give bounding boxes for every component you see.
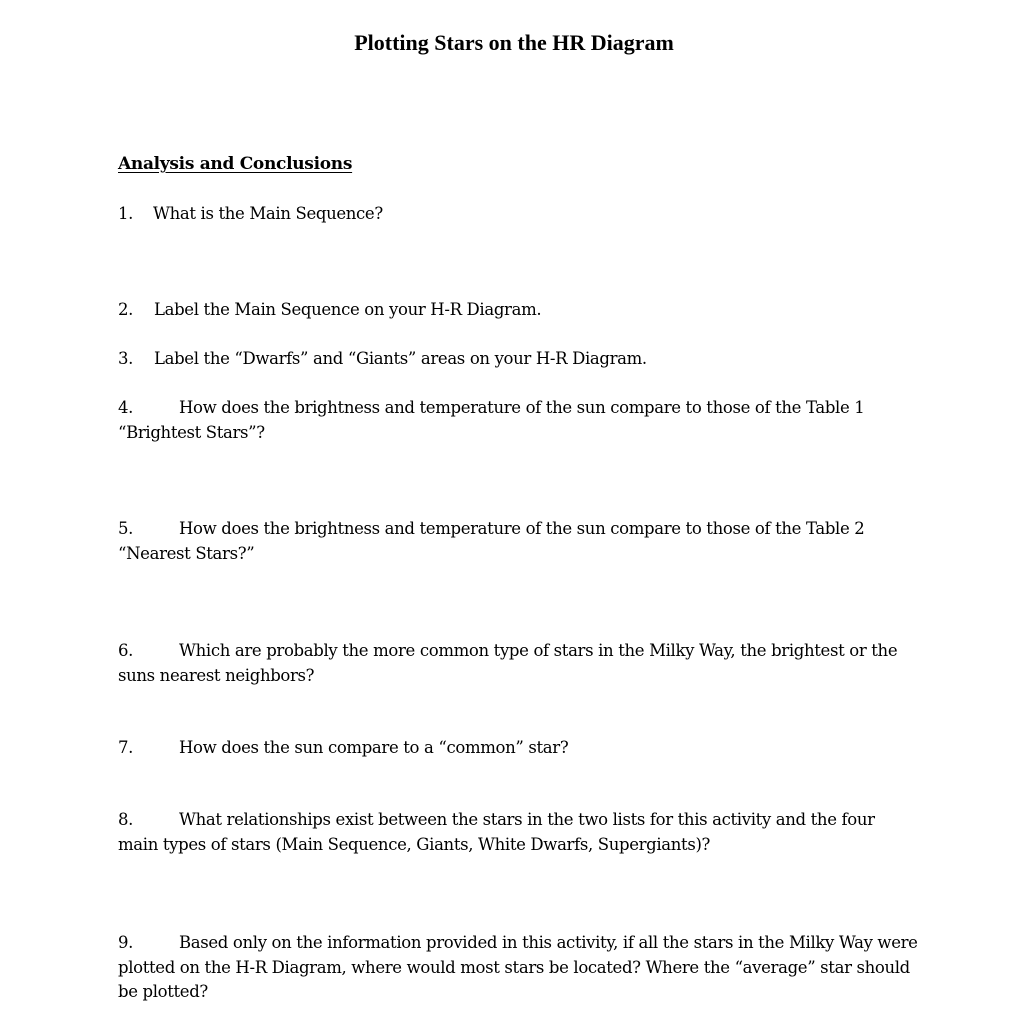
question-number: 1. xyxy=(118,204,134,223)
question-3 xyxy=(118,347,918,372)
question-number: 2. xyxy=(118,300,134,319)
question-text: Which are probably the more common type of stars in the Milky Way, the brightest or the suns nearest neighbors? xyxy=(118,641,898,685)
question-text: What is the Main Sequence? xyxy=(153,204,383,223)
question-text: Label the Main Sequence on your H-R Diagram. xyxy=(154,300,542,319)
question-1 xyxy=(118,202,918,227)
question-number: 3. xyxy=(118,349,134,368)
question-2 xyxy=(118,298,918,323)
question-6 xyxy=(118,639,918,688)
question-number: 4. xyxy=(118,398,134,417)
question-number: 5. xyxy=(118,519,134,538)
question-text: Label the “Dwarfs” and “Giants” areas on your H-R Diagram. xyxy=(154,349,647,368)
question-text: How does the brightness and temperature of the sun compare to those of the Table 1 “Brightest Stars”? xyxy=(118,398,865,442)
question-number: 9. xyxy=(118,933,134,952)
page-title: Plotting Stars on the HR Diagram xyxy=(354,30,674,55)
question-5 xyxy=(118,517,918,566)
question-text: How does the brightness and temperature of the sun compare to those of the Table 2 “Nearest Stars?” xyxy=(118,519,865,563)
question-number: 6. xyxy=(118,641,134,660)
section-heading: Analysis and Conclusions xyxy=(118,154,353,174)
question-9 xyxy=(118,931,918,1005)
question-number: 7. xyxy=(118,738,134,757)
question-4 xyxy=(118,396,918,445)
question-8 xyxy=(118,808,918,857)
question-text: What relationships exist between the stars in the two lists for this activity and the four main types of stars (Main Sequence, Giants, White Dwarfs, Supergiants)? xyxy=(118,810,875,854)
question-text: Based only on the information provided in this activity, if all the stars in the Milky Way were plotted on the H-R Diagram, where would most stars be located? Where the “average” star should be plotted? xyxy=(118,933,918,1001)
question-7 xyxy=(118,736,918,761)
question-number: 8. xyxy=(118,810,134,829)
question-text: How does the sun compare to a “common” star? xyxy=(179,738,569,757)
